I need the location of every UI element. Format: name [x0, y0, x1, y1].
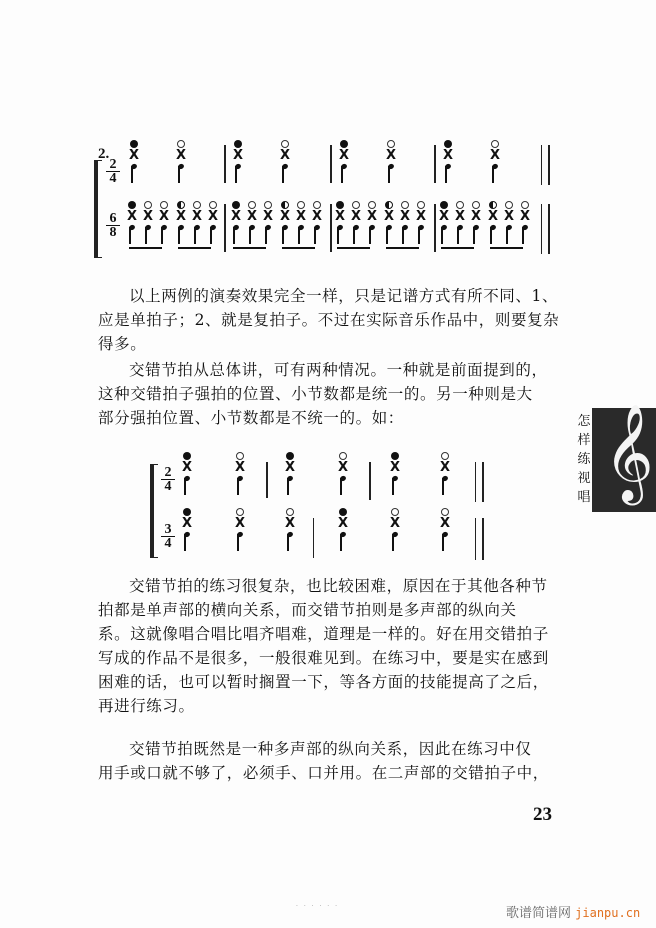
note-icon: [233, 530, 247, 552]
note-icon: [388, 474, 402, 496]
weak-beat-circle-icon: [248, 201, 256, 209]
note-icon: [365, 223, 379, 245]
weak-beat-circle-icon: [368, 201, 376, 209]
weak-beat-circle-icon: [491, 140, 499, 148]
text-line: 这种交错拍子强拍的位置、小节数都是统一的。另一种则是大: [98, 385, 533, 403]
note-icon: [336, 474, 350, 496]
text-line: 以上两例的演奏效果完全一样，只是记谱方式有所不同、1、: [129, 287, 559, 305]
beat: [141, 201, 155, 245]
strong-beat-dot-icon: [130, 140, 138, 148]
strong-beat-dot-icon: [339, 508, 347, 516]
note-icon: [437, 223, 451, 245]
clap-symbol: X: [246, 209, 258, 224]
weak-beat-circle-icon: [441, 508, 449, 516]
text-line: 部分强拍位置、小节数都是不统一的。如：: [98, 409, 404, 427]
beat: [469, 201, 483, 245]
beat: [261, 201, 275, 245]
clap-symbol: X: [279, 209, 291, 224]
beat: [231, 140, 245, 184]
clap-symbol: X: [415, 209, 427, 224]
beat: [441, 140, 455, 184]
note-icon: [398, 223, 412, 245]
text-line: 写成的作品不是很多，一般很难见到。在练习中，要是实在感到: [98, 649, 549, 667]
weak-beat-circle-icon: [286, 508, 294, 516]
text-line: 交错节拍从总体讲，可有两种情况。一种就是前面提到的，: [129, 361, 548, 379]
clap-symbol: X: [284, 516, 296, 531]
note-icon: [180, 474, 194, 496]
clap-symbol: X: [439, 460, 451, 475]
weak-beat-circle-icon: [521, 201, 529, 209]
clap-symbol: X: [442, 148, 454, 163]
beat: [333, 201, 347, 245]
beat: [336, 452, 350, 496]
beam: [337, 247, 370, 249]
side-tab-title: [576, 412, 592, 507]
note-icon: [157, 223, 171, 245]
clap-symbol: X: [279, 148, 291, 163]
beat: [233, 452, 247, 496]
beat: [294, 201, 308, 245]
beam: [178, 247, 211, 249]
beat: [382, 201, 396, 245]
text-line: 交错节拍的练习很复杂，也比较困难，原因在于其他各种节: [129, 577, 548, 595]
clap-symbol: X: [470, 209, 482, 224]
note-icon: [438, 530, 452, 552]
note-icon: [206, 223, 220, 245]
paragraph-3: [98, 574, 578, 718]
strong-beat-dot-icon: [340, 140, 348, 148]
note-icon: [278, 223, 292, 245]
beat: [388, 452, 402, 496]
time-signature: [161, 523, 175, 550]
time-signature-denominator: 4: [109, 171, 117, 186]
text-line: 用手或口就不够了，必须手、口并用。在二声部的交错拍子中，: [98, 764, 549, 782]
bar-line: [313, 518, 314, 558]
beat: [518, 201, 532, 245]
note-icon: [488, 162, 502, 184]
beat: [245, 201, 259, 245]
weak-beat-circle-icon: [177, 140, 185, 148]
weak-beat-circle-icon: [417, 201, 425, 209]
beat: [229, 201, 243, 245]
weak-beat-circle-icon: [387, 140, 395, 148]
clap-symbol: X: [284, 460, 296, 475]
note-icon: [190, 223, 204, 245]
clap-symbol: X: [295, 209, 307, 224]
beat: [174, 140, 188, 184]
weak-beat-circle-icon: [264, 201, 272, 209]
side-tab-char: 练: [577, 452, 591, 467]
scan-artifact: · · · · · ·: [296, 903, 339, 910]
clap-symbol: X: [383, 209, 395, 224]
beat: [336, 508, 350, 552]
bar-line: [434, 145, 436, 183]
paragraph-4: [98, 737, 578, 785]
clap-symbol: X: [126, 209, 138, 224]
beat: [488, 140, 502, 184]
note-icon: [233, 474, 247, 496]
beam: [441, 247, 474, 249]
time-signature-denominator: 4: [164, 536, 172, 551]
beat: [310, 201, 324, 245]
note-icon: [502, 223, 516, 245]
beat: [384, 140, 398, 184]
beat: [365, 201, 379, 245]
beat: [278, 201, 292, 245]
bar-line: [434, 204, 436, 252]
weak-beat-circle-icon: [441, 452, 449, 460]
note-icon: [384, 162, 398, 184]
final-bar-line: [541, 145, 550, 185]
secondary-beat-dot-icon: [281, 201, 289, 209]
beat: [206, 201, 220, 245]
beat: [283, 452, 297, 496]
paragraph-1: [98, 284, 578, 356]
side-tab-char: 怎: [577, 414, 591, 429]
time-signature-denominator: 4: [164, 479, 172, 494]
weak-beat-circle-icon: [339, 452, 347, 460]
text-line: 再进行练习。: [98, 697, 195, 715]
clap-symbol: X: [503, 209, 515, 224]
beat: [438, 452, 452, 496]
clap-symbol: X: [454, 209, 466, 224]
note-icon: [441, 162, 455, 184]
clap-symbol: X: [389, 460, 401, 475]
clap-symbol: X: [207, 209, 219, 224]
time-signature: [106, 158, 120, 185]
clap-symbol: X: [385, 148, 397, 163]
watermark: [506, 902, 640, 921]
clap-symbol: X: [350, 209, 362, 224]
note-icon: [261, 223, 275, 245]
clap-symbol: X: [175, 148, 187, 163]
clap-symbol: X: [338, 148, 350, 163]
note-icon: [336, 530, 350, 552]
note-icon: [333, 223, 347, 245]
clap-symbol: X: [191, 209, 203, 224]
beat: [125, 201, 139, 245]
time-signature-numerator: 3: [161, 523, 175, 537]
note-icon: [283, 530, 297, 552]
note-icon: [229, 223, 243, 245]
note-icon: [388, 530, 402, 552]
note-icon: [349, 223, 363, 245]
note-icon: [174, 162, 188, 184]
beam: [386, 247, 419, 249]
text-line: 拍都是单声部的横向关系，而交错节拍则是多声部的纵向关: [98, 601, 517, 619]
strong-beat-dot-icon: [391, 452, 399, 460]
note-icon: [518, 223, 532, 245]
beat: [486, 201, 500, 245]
beat: [438, 508, 452, 552]
beat: [337, 140, 351, 184]
bar-line: [369, 462, 371, 500]
clap-symbol: X: [366, 209, 378, 224]
secondary-beat-dot-icon: [385, 201, 393, 209]
bar-line: [224, 145, 226, 183]
note-icon: [245, 223, 259, 245]
clap-symbol: X: [142, 209, 154, 224]
weak-beat-circle-icon: [456, 201, 464, 209]
time-signature: [106, 212, 120, 239]
weak-beat-circle-icon: [505, 201, 513, 209]
clap-symbol: X: [234, 516, 246, 531]
weak-beat-circle-icon: [313, 201, 321, 209]
beat: [233, 508, 247, 552]
note-icon: [414, 223, 428, 245]
clap-symbol: X: [337, 460, 349, 475]
beam: [490, 247, 523, 249]
secondary-beat-dot-icon: [489, 201, 497, 209]
strong-beat-dot-icon: [232, 201, 240, 209]
strong-beat-dot-icon: [286, 452, 294, 460]
clap-symbol: X: [128, 148, 140, 163]
weak-beat-circle-icon: [144, 201, 152, 209]
note-icon: [486, 223, 500, 245]
note-icon: [231, 162, 245, 184]
bar-line: [224, 204, 226, 252]
secondary-beat-dot-icon: [177, 201, 185, 209]
note-icon: [337, 162, 351, 184]
final-bar-line: [541, 204, 550, 254]
bar-line: [330, 204, 332, 252]
note-icon: [127, 162, 141, 184]
clap-symbol: X: [181, 516, 193, 531]
clap-symbol: X: [389, 516, 401, 531]
beat: [437, 201, 451, 245]
side-tab-char: 视: [577, 471, 591, 486]
clap-symbol: X: [487, 209, 499, 224]
note-icon: [310, 223, 324, 245]
weak-beat-circle-icon: [391, 508, 399, 516]
clap-symbol: X: [232, 148, 244, 163]
time-signature-denominator: 8: [109, 225, 117, 240]
time-signature-numerator: 2: [161, 466, 175, 480]
final-bar-line: [475, 518, 484, 560]
beat: [278, 140, 292, 184]
clap-symbol: X: [337, 516, 349, 531]
strong-beat-dot-icon: [183, 508, 191, 516]
clap-symbol: X: [234, 460, 246, 475]
paragraph-2: [98, 358, 578, 430]
note-icon: [125, 223, 139, 245]
weak-beat-circle-icon: [281, 140, 289, 148]
weak-beat-circle-icon: [472, 201, 480, 209]
bar-line: [266, 462, 268, 498]
weak-beat-circle-icon: [352, 201, 360, 209]
weak-beat-circle-icon: [236, 508, 244, 516]
beat: [127, 140, 141, 184]
beat: [180, 508, 194, 552]
clap-symbol: X: [519, 209, 531, 224]
page-number: 23: [533, 804, 552, 825]
strong-beat-dot-icon: [336, 201, 344, 209]
note-icon: [180, 530, 194, 552]
beat: [174, 201, 188, 245]
side-tab-char: 样: [577, 433, 591, 448]
example-number: 2.: [98, 146, 110, 162]
beat: [180, 452, 194, 496]
weak-beat-circle-icon: [193, 201, 201, 209]
clap-symbol: X: [262, 209, 274, 224]
treble-clef-icon: 𝄞: [604, 403, 654, 501]
note-icon: [382, 223, 396, 245]
text-line: 交错节拍既然是一种多声部的纵向关系，因此在练习中仅: [129, 740, 532, 758]
beam: [233, 247, 266, 249]
note-icon: [469, 223, 483, 245]
note-icon: [438, 474, 452, 496]
beat: [502, 201, 516, 245]
beat: [283, 508, 297, 552]
text-line: 困难的话，也可以暂时搁置一下，等各方面的技能提高了之后，: [98, 673, 549, 691]
note-icon: [278, 162, 292, 184]
bar-line: [330, 145, 332, 183]
final-bar-line: [475, 462, 484, 502]
strong-beat-dot-icon: [183, 452, 191, 460]
note-icon: [283, 474, 297, 496]
time-signature-numerator: 6: [106, 212, 120, 226]
weak-beat-circle-icon: [297, 201, 305, 209]
strong-beat-dot-icon: [444, 140, 452, 148]
text-line: 得多。: [98, 335, 147, 353]
strong-beat-dot-icon: [234, 140, 242, 148]
clap-symbol: X: [158, 209, 170, 224]
weak-beat-circle-icon: [160, 201, 168, 209]
beat: [414, 201, 428, 245]
beam: [129, 247, 162, 249]
beat: [157, 201, 171, 245]
weak-beat-circle-icon: [209, 201, 217, 209]
beat: [349, 201, 363, 245]
note-icon: [294, 223, 308, 245]
clap-symbol: X: [230, 209, 242, 224]
beat: [453, 201, 467, 245]
watermark-text: 歌谱简谱网: [506, 906, 572, 921]
side-tab-char: 唱: [577, 490, 591, 505]
strong-beat-dot-icon: [128, 201, 136, 209]
clap-symbol: X: [438, 209, 450, 224]
clap-symbol: X: [334, 209, 346, 224]
clap-symbol: X: [439, 516, 451, 531]
note-icon: [141, 223, 155, 245]
beat: [190, 201, 204, 245]
system-brace: [150, 464, 158, 558]
time-signature: [161, 466, 175, 493]
weak-beat-circle-icon: [401, 201, 409, 209]
beat: [398, 201, 412, 245]
beat: [388, 508, 402, 552]
system-brace: [94, 160, 102, 258]
text-line: 应是单拍子；2、就是复拍子。不过在实际音乐作品中，则要复杂: [98, 311, 560, 329]
time-signature-numerator: 2: [106, 158, 120, 172]
clap-symbol: X: [399, 209, 411, 224]
text-line: 系。这就像唱合唱比唱齐唱难，道理是一样的。好在用交错拍子: [98, 625, 549, 643]
watermark-domain: jianpu.cn: [575, 906, 641, 920]
clap-symbol: X: [489, 148, 501, 163]
strong-beat-dot-icon: [440, 201, 448, 209]
clap-symbol: X: [181, 460, 193, 475]
note-icon: [453, 223, 467, 245]
weak-beat-circle-icon: [236, 452, 244, 460]
clap-symbol: X: [311, 209, 323, 224]
clap-symbol: X: [175, 209, 187, 224]
beam: [282, 247, 315, 249]
note-icon: [174, 223, 188, 245]
